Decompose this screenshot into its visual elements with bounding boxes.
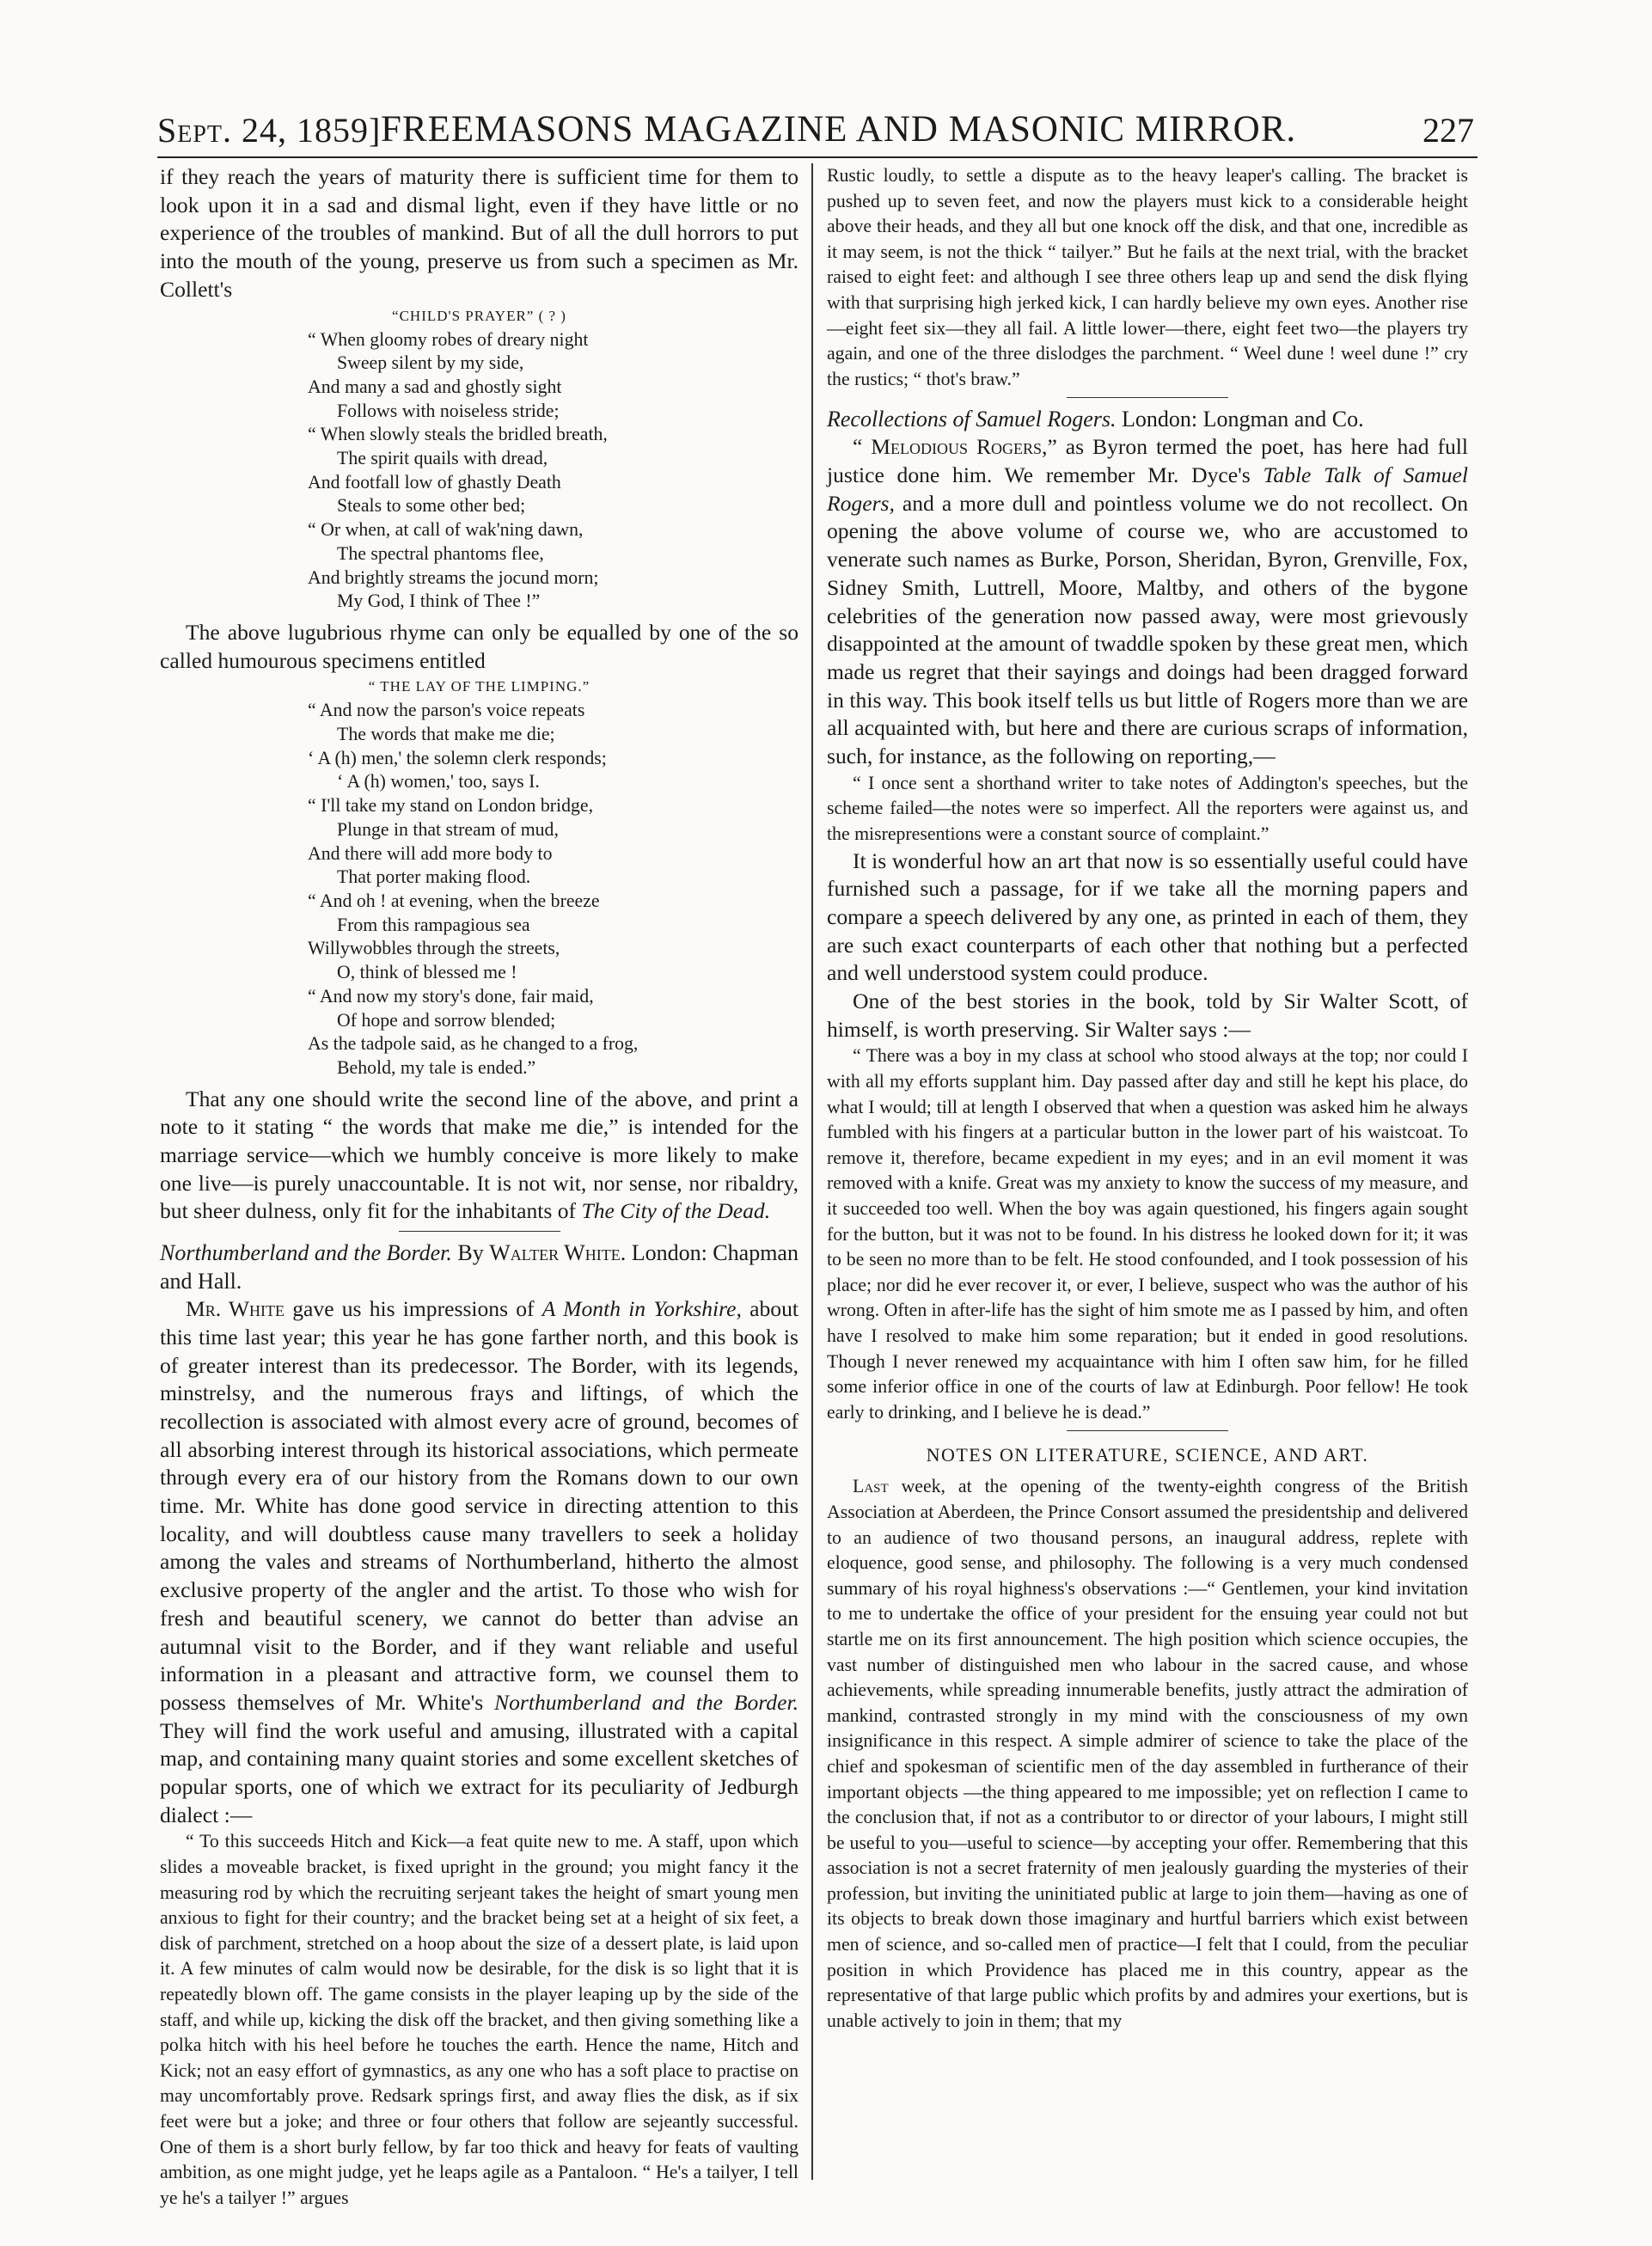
- poem-line: Behold, my tale is ended.”: [337, 1056, 536, 1078]
- quote-walter-scott: “ There was a boy in my class at school who stood always at the top; nor could I with all my efforts supplant him. Day passed after day and still he kept his place, do what I would; till at length I observed that when a question was asked him he always fumbled with his fingers at a particular button in the lower part of his waistcoat. To remove it, therefore, became expedient in my eyes; and in an evil moment it was removed with a knife. Great was my anxiety to know the success of my measure, and it succeeded too well. When the boy was again questioned, his fingers again sought for the button, but it was not to be found. In his distress he looked down for it; it was to be seen no more than to be felt. He stood confounded, and I took possession of his place; nor did he ever recover it, or ever, I believe, suspect who was the author of his wrong. Often in after-life has the sight of him smote me as I passed by him, and often have I resolved to make him some reparation; but it ended in good resolutions. Though I never renewed my acquaintance with him I often saw him, for he filled some inferior office in one of the courts of law at Edinburgh. Poor fellow! He took early to drinking, and I believe he is dead.”: [827, 1045, 1468, 1423]
- paragraph: “ Melodious Rogers,” as Byron termed the poet, has here had full justice done him. We remember Mr. Dyce's Table Talk of Samuel Rogers, and a more dull and pointless volume we do not recollect. On opening the above volume of course we, who are accustomed to venerate such names as Burke, Porson, Sheridan, Byron, Grenville, Fox, Sidney Smith, Luttrell, Moore, Maltby, and others of the bygone celebrities of the generation now passed away, were most grievously disappointed at the amount of twaddle spoken by these great men, which made us regret that their sayings and doings had been dragged forward in this way. This book itself tells us but little of Rogers more than we are all acquainted with, but here and there are curious scraps of information, such, for instance, as the following on reporting,—: [827, 434, 1469, 769]
- column-divider: [811, 163, 813, 2180]
- poem-stanza: [160, 985, 798, 1080]
- poem-stanza: [160, 890, 798, 985]
- quote-hitch-and-kick: “ To this succeeds Hitch and Kick—a feat quite new to me. A staff, upon which slides a moveable bracket, is fixed upright in the ground; you might fancy it the measuring rod by which the recruiting serjeant takes the height of smart young men anxious to fight for their country; and the bracket being set at a height of six feet, a disk of parchment, stretched on a hoop about the size of a dessert plate, is laid upon it. A few minutes of calm would now be desirable, for the disk is so light that it is repeatedly blown off. The game consists in the player leaping up by the side of the staff, and while up, kicking the disk off the bracket, and then giving something like a polka hitch with his heel before he touches the earth. Hence the name, Hitch and Kick; not an easy effort of gymnastics, as any one who has a soft place to practise on may uncomfortably prove. Redsark springs first, and away flies the disk, as if six feet were but a joke; and three or four others that follow are sejeantly successful. One of them is a short burly fellow, by far too thick and heavy for feats of vaulting ambition, as one might judge, yet he leaps agile as a Pantaloon. “ He's a tailyer, I tell ye he's a tailyer !” argues: [160, 1831, 798, 2208]
- block-quote: [827, 163, 1468, 392]
- poem-title: “ THE LAY OF THE LIMPING.”: [368, 678, 590, 695]
- poem-stanza: [160, 699, 798, 794]
- poem-line: Plunge in that stream of mud,: [337, 818, 559, 840]
- review-body: [160, 1086, 798, 1227]
- poem-line: Sweep silent by my side,: [337, 352, 524, 374]
- review-body: [827, 433, 1468, 770]
- poem-stanza: [160, 518, 798, 614]
- quote-reporting: “ I once sent a shorthand writer to take notes of Addington's speeches, but the scheme failed—the notes were so imperfect. All the reporters were against us, and the misrepresentions were a constant source of complaint.”: [827, 772, 1468, 844]
- paragraph: That any one should write the second line of the above, and print a note to it stating “ the words that make me die,” is intended for the marriage service—which we humbly conceive is more likely to make one live—is purely unaccountable. It is not wit, nor sense, nor ribaldry, but sheer dulness, only fit for the inhabitants of The City of the Dead.: [160, 1086, 798, 1224]
- header-page-number: 227: [1423, 111, 1474, 150]
- review-body: [827, 848, 1468, 1044]
- paragraph: The above lugubrious rhyme can only be equalled by one of the so called humourous specimens entitled: [160, 619, 798, 673]
- header-title: FREEMASONS MAGAZINE AND MASONIC MIRROR.: [381, 109, 1297, 150]
- review-body: [160, 619, 798, 675]
- paragraph: Last week, at the opening of the twenty-eighth congress of the British Association at Aberdeen, the Prince Consort assumed the presidentship and delivered to an audience of two thousand persons, an inaugural address, replete with eloquence, good sense, and philosophy. The following is a very much condensed summary of his royal highness's observations :—“ Gentlemen, your kind invitation to me to undertake the office of your president for the ensuing year could not but startle me on its first announcement. The high position which science occupies, the vast number of distinguished men who labour in the sacred cause, and whose achievements, while spreading innumerable benefits, justly attract the admiration of mankind, contrasted strongly in my mind with the consciousness of my own insignificance in this respect. A simple admirer of science to take the place of the chief and spokesman of scientific men of the day assembled in furtherance of their important objects —the thing appeared to me impossible; yet on reflection I came to the conclusion that, if not as a contributor to or director of your labours, I might still be useful to you—useful to science—by accepting your offer. Remembering that this association is not a secret fraternity of men jealously guarding the mysteries of their profession, but inviting the uninitiated public at large to join them—having as one of its objects to break down those imaginary and hurtful barriers which exist between men of science, and so-called men of practice—I felt that I could, from the peculiar position in which Providence has placed me in this country, appear as the representative of that large public which profits by and admires your exertions, but is unable actively to join in them; that my: [827, 1476, 1468, 2031]
- poem-line: As the tadpole said, as he changed to a frog,: [308, 1033, 639, 1055]
- intro-paragraph: if they reach the years of maturity there is sufficient time for them to look upon it in a sad and dismal light, even if they have little or no experience of the troubles of mankind. But of all the dull horrors to put into the mouth of the young, preserve us from such a specimen as Mr. Collett's: [160, 164, 798, 302]
- poem-line: And brightly streams the jocund morn;: [308, 566, 599, 588]
- review-heading: Recollections of Samuel Rogers. London: Longman and Co.: [827, 407, 1364, 432]
- poem-stanza: [160, 423, 798, 518]
- poem-line: That porter making flood.: [337, 866, 531, 888]
- review-intro: [160, 163, 798, 304]
- poem-stanza: [160, 794, 798, 890]
- poem-line: ‘ A (h) women,' too, says I.: [337, 771, 540, 793]
- header-date: Sept. 24, 1859]: [157, 111, 382, 150]
- block-quote: [827, 1043, 1468, 1425]
- poem-childs-prayer: [160, 304, 798, 614]
- poem-line: The spirit quails with dread,: [337, 448, 548, 469]
- poem-line: My God, I think of Thee !”: [337, 591, 541, 612]
- review-body: [160, 1295, 798, 1829]
- right-column: [827, 163, 1468, 2180]
- poem-line: “ And now my story's done, fair maid,: [308, 985, 594, 1007]
- poem-lay-of-the-limping: [160, 675, 798, 1080]
- poem-line: “ And oh ! at evening, when the breeze: [308, 890, 600, 911]
- poem-line: And footfall low of ghastly Death: [308, 471, 561, 493]
- book-title: A Month in Yorkshire,: [541, 1296, 742, 1322]
- poem-line: “ When slowly steals the bridled breath,: [308, 424, 608, 445]
- poem-title: “CHILD'S PRAYER” ( ? ): [392, 307, 566, 324]
- poem-line: “ And now the parson's voice repeats: [308, 700, 585, 721]
- poem-line: The spectral phantoms flee,: [337, 542, 544, 564]
- author-name: Walter White.: [489, 1240, 627, 1266]
- poem-line: And there will add more body to: [308, 842, 553, 864]
- page-header: [157, 103, 1478, 156]
- section-heading-notes: NOTES ON LITERATURE, SCIENCE, AND ART.: [926, 1444, 1369, 1466]
- poem-line: Follows with noiseless stride;: [337, 400, 560, 421]
- quote-hitch-and-kick-continued: Rustic loudly, to settle a dispute as to the heavy leaper's calling. The bracket is pushed up to seven feet, and now the players must kick to a considerable height above their heads, and they all but one knock off the disk, and that one, incredible as it may seem, is not the thick “ tailyer.” But he fails at the next trial, with the bracket raised to eight feet: and although I see three others leap up and send the disk flying with that surprising high jerked kick, I can hardly believe my own eyes. Another rise—eight feet six—they all fail. A little lower—there, eight feet two—the players try again, and one of the three dislodges the parchment. “ Weel dune ! weel dune !” cry the rustics; “ thot's braw.”: [827, 165, 1468, 389]
- book-title: Northumberland and the Border.: [160, 1240, 452, 1266]
- poem-line: From this rampagious sea: [337, 914, 530, 935]
- section-rule: [399, 1231, 560, 1232]
- book-title: The City of the Dead.: [581, 1198, 771, 1224]
- paragraph: One of the best stories in the book, told by Sir Walter Scott, of himself, is worth preserving. Sir Walter says :—: [827, 988, 1468, 1042]
- section-rule: [1067, 1430, 1228, 1431]
- paragraph: It is wonderful how an art that now is so essentially useful could have furnished such a passage, for if we take all the morning papers and compare a speech delivered by any one, as printed in each of them, they are such exact counterparts of each other that nothing but a perfected and well understood system could produce.: [827, 848, 1468, 986]
- header-rule: [157, 156, 1478, 158]
- book-title: Recollections of Samuel Rogers.: [827, 407, 1117, 432]
- poem-line: ‘ A (h) men,' the solemn clerk responds;: [308, 747, 607, 768]
- poem-line: “ I'll take my stand on London bridge,: [308, 795, 594, 817]
- poem-line: The words that make me die;: [337, 724, 555, 745]
- poem-line: O, think of blessed me !: [337, 962, 517, 983]
- poem-line: Of hope and sorrow blended;: [337, 1009, 556, 1031]
- poem-line: “ Or when, at call of wak'ning dawn,: [308, 519, 584, 541]
- poem-line: Willywobbles through the streets,: [308, 938, 560, 959]
- poem-line: Steals to some other bed;: [337, 495, 526, 517]
- block-quote: [160, 1829, 798, 2211]
- left-column: [160, 163, 798, 2208]
- block-quote: [827, 771, 1468, 848]
- section-rule: [1067, 397, 1228, 398]
- poem-stanza: [160, 328, 798, 424]
- review-heading: Northumberland and the Border. By Walter White. London: Chapman and Hall.: [160, 1240, 798, 1294]
- book-title: Northumberland and the Border.: [494, 1689, 798, 1715]
- book-title: Table Talk of Samuel Rogers,: [827, 462, 1469, 516]
- paragraph: Mr. White gave us his impressions of A Month in Yorkshire, about this time last year; this year he has gone farther north, and this book is of greater interest than its predecessor. The Border, with its legends, minstrelsy, and the numerous frays and liftings, of which the recollection is associated with almost every acre of ground, becomes of all absorbing interest through its historical associations, which permeate through every era of our history from the Romans down to our own time. Mr. White has done good service in directing attention to this locality, and will doubtless cause many travellers to seek a holiday among the vales and streams of Northumberland, hitherto the almost exclusive property of the angler and the artist. To those who wish for fresh and beautiful scenery, we cannot do better than advise an autumnal visit to the Border, and if they want reliable and useful information in a pleasant and attractive form, we counsel them to possess themselves of Mr. White's Northumberland and the Border. They will find the work useful and amusing, illustrated with a capital map, and containing many quaint stories and some excellent sketches of popular sports, one of which we extract for its peculiarity of Jedburgh dialect :—: [160, 1296, 798, 1827]
- poem-line: And many a sad and ghostly sight: [308, 376, 562, 397]
- poem-line: “ When gloomy robes of dreary night: [308, 328, 589, 350]
- notes-body: [827, 1474, 1468, 2034]
